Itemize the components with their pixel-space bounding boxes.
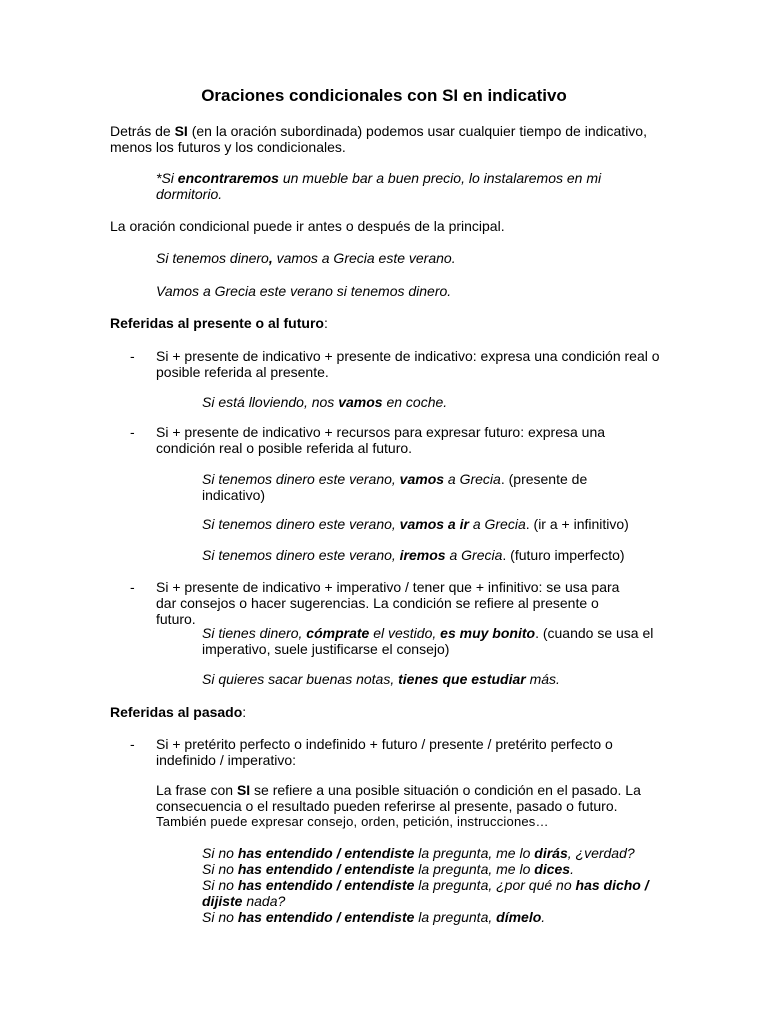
example-past-3-d: has dicho / dijiste [202, 877, 649, 909]
past-explanation [156, 782, 656, 814]
bullet-dash: - [130, 348, 135, 364]
example-past-3-b: has entendido / entendiste [237, 877, 415, 893]
example-advice-1 [202, 625, 662, 657]
example-future-3-b: iremos [399, 547, 446, 563]
past-explanation-si: SI [236, 782, 251, 798]
example-order-1-a: Si tenemos dinero [156, 250, 269, 266]
order-paragraph: La oración condicional puede ir antes o después de la principal. [110, 218, 505, 234]
example-present-1-b: vamos [338, 394, 383, 410]
example-future-2-c: a Grecia [468, 516, 526, 532]
example-present-1 [202, 394, 672, 410]
example-advice-2-a: Si quieres sacar buenas notas, [202, 671, 399, 687]
example-past-4-e: . [541, 909, 546, 925]
example-past-2-e: . [570, 861, 574, 877]
example-present-1-c: en coche. [382, 394, 448, 410]
example-advice-1-c: el vestido, [369, 625, 441, 641]
section-heading-past-colon: : [242, 704, 247, 720]
example-past-3-e: nada? [242, 893, 286, 909]
example-incorrect-b: un mueble bar a buen precio, lo instalaremos en mi dormitorio. [156, 170, 602, 202]
example-future-1-c: a Grecia [444, 471, 501, 487]
example-advice-2 [202, 671, 682, 687]
example-past-1-b: has entendido / entendiste [237, 845, 415, 861]
example-past-1-a: Si no [202, 845, 238, 861]
example-past-2 [202, 861, 672, 877]
example-past-1-d: dirás [534, 845, 568, 861]
section-heading-past-text: Referidas al pasado [110, 704, 243, 720]
example-past-1 [202, 845, 672, 861]
bullet-dash: - [130, 736, 135, 752]
example-past-4 [202, 909, 672, 925]
section-heading-present-colon: : [323, 315, 328, 331]
section-heading-present [110, 315, 670, 331]
example-future-1-d: . (presente de indicativo) [202, 471, 588, 503]
example-advice-1-e: . (cuando se usa el imperativo, suele justificarse el consejo) [202, 625, 654, 657]
rule-present-future: Si + presente de indicativo + recursos para expresar futuro: expresa una condición real o posible referida al futuro. [156, 424, 606, 456]
example-past-3 [202, 877, 672, 909]
example-present-1-a: Si está lloviendo, nos [202, 394, 339, 410]
example-past-4-d: dímelo [496, 909, 542, 925]
rule-past: Si + pretérito perfecto o indefinido + futuro / presente / pretérito perfecto o indefinido / imperativo: [156, 736, 613, 768]
example-incorrect-verb: encontraremos [177, 170, 279, 186]
example-future-1 [202, 471, 602, 503]
example-past-2-b: has entendido / entendiste [237, 861, 415, 877]
example-order-1-comma: , [268, 250, 273, 266]
example-future-3-c: a Grecia [445, 547, 503, 563]
section-heading-present-text: Referidas al presente o al futuro [110, 315, 324, 331]
example-future-3-a: Si tenemos dinero este verano, [202, 547, 400, 563]
example-advice-1-a: Si tienes dinero, [202, 625, 307, 641]
example-order-1-b: vamos a Grecia este verano. [272, 250, 456, 266]
example-future-2-b: vamos a ir [399, 516, 469, 532]
example-past-3-c: la pregunta, ¿por qué no [414, 877, 576, 893]
example-past-4-a: Si no [202, 909, 238, 925]
example-future-2 [202, 516, 702, 532]
bullet-dash: - [130, 424, 135, 440]
example-past-4-b: has entendido / entendiste [237, 909, 415, 925]
example-past-3-a: Si no [202, 877, 238, 893]
example-incorrect-a: *Si [156, 170, 178, 186]
example-future-2-a: Si tenemos dinero este verano, [202, 516, 400, 532]
example-future-3 [202, 547, 702, 563]
past-examples [202, 845, 672, 925]
example-advice-2-b: tienes que estudiar [398, 671, 526, 687]
bullet-dash: - [130, 579, 135, 595]
past-explanation-note: También puede expresar consejo, orden, petición, instrucciones… [156, 814, 549, 829]
example-future-2-d: . (ir a + infinitivo) [525, 516, 629, 532]
example-future-1-a: Si tenemos dinero este verano, [202, 471, 400, 487]
example-past-2-c: la pregunta, me lo [414, 861, 535, 877]
intro-paragraph [110, 123, 655, 155]
intro-text-b: (en la oración subordinada) podemos usar cualquier tiempo de indicativo, menos los futuros y los condicionales. [110, 123, 647, 155]
example-order-1 [156, 250, 676, 266]
rule-present-present: Si + presente de indicativo + presente de indicativo: expresa una condición real o posible referida al presente. [156, 348, 660, 380]
page-title: Oraciones condicionales con SI en indicativo [201, 86, 567, 105]
rule-advice: Si + presente de indicativo + imperativo / tener que + infinitivo: se usa para dar consejos o hacer sugerencias. La condición se refiere al presente o futuro. [156, 579, 620, 627]
example-advice-1-b: cómprate [306, 625, 370, 641]
example-incorrect [156, 170, 626, 202]
example-past-2-a: Si no [202, 861, 238, 877]
example-order-2: Vamos a Grecia este verano si tenemos dinero. [156, 283, 452, 299]
intro-si: SI [174, 123, 188, 139]
example-advice-2-c: más. [525, 671, 560, 687]
example-advice-1-d: es muy bonito [440, 625, 536, 641]
example-past-2-d: dices [534, 861, 571, 877]
example-past-4-c: la pregunta, [414, 909, 497, 925]
example-future-1-b: vamos [399, 471, 445, 487]
example-past-1-c: la pregunta, me lo [414, 845, 535, 861]
past-explanation-b: se refiere a una posible situación o condición en el pasado. La consecuencia o el resultado pueden referirse al presente, pasado o futuro. [156, 782, 641, 814]
intro-text-a: Detrás de [110, 123, 175, 139]
example-past-1-e: , ¿verdad? [567, 845, 635, 861]
example-future-3-d: . (futuro imperfecto) [502, 547, 625, 563]
past-explanation-a: La frase con [156, 782, 237, 798]
section-heading-past [110, 704, 670, 720]
